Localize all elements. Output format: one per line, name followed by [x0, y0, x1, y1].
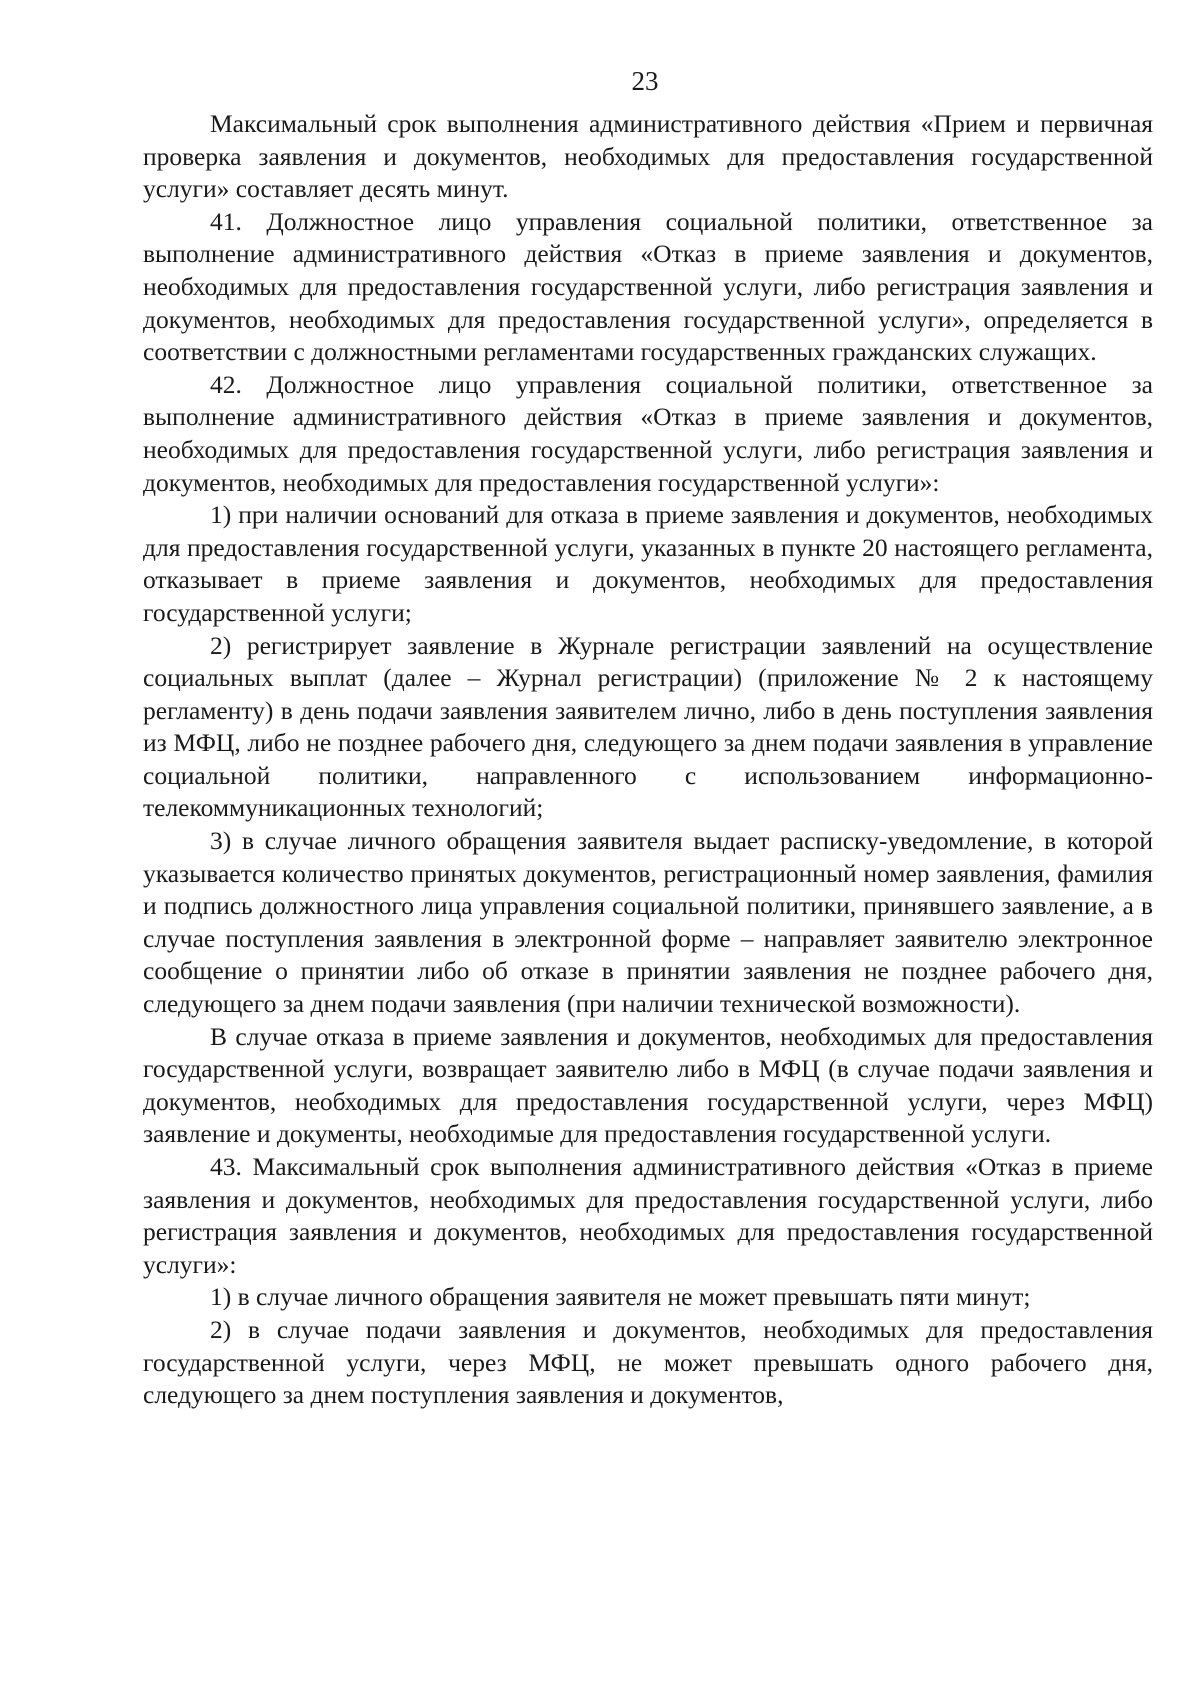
paragraph-42-item-2: 2) регистрирует заявление в Журнале регистрации заявлений на осуществление социальных выплат (далее – Журнал регистрации) (приложение № 2 к настоящему регламенту) в день подачи заявления заявителем лично, либо в день поступления заявления из МФЦ, либо не позднее рабочего дня, следующего за днем подачи заявления в управление социальной политики, направленного с использованием информационно-телекоммуникационных технологий; — [143, 630, 1153, 823]
paragraph-max-term-reception: Максимальный срок выполнения административного действия «Прием и первичная проверка заявления и документов, необходимых для предоставления государственной услуги» составляет десять минут. — [143, 109, 1153, 204]
paragraph-42-item-3: 3) в случае личного обращения заявителя выдает расписку-уведомление, в которой указывается количество принятых документов, регистрационный номер заявления, фамилия и подпись должностного лица управления социальной политики, принявшего заявление, а в случае поступления заявления в электронной форме – направляет заявителю электронное сообщение о принятии либо об отказе в принятии заявления не позднее рабочего дня, следующего за днем подачи заявления (при наличии технической возможности). — [143, 826, 1153, 1019]
paragraph-43-item-2: 2) в случае подачи заявления и документов, необходимых для предоставления государственной услуги, через МФЦ, не может превышать одного рабочего дня, следующего за днем поступления заявления и документов, — [143, 1314, 1153, 1410]
paragraph-41: 41. Должностное лицо управления социальной политики, ответственное за выполнение административного действия «Отказ в приеме заявления и документов, необходимых для предоставления государственной услуги, либо регистрация заявления и документов, необходимых для предоставления государственной услуги», определяется в соответствии с должностными регламентами государственных гражданских служащих. — [143, 206, 1153, 367]
paragraph-43-item-1: 1) в случае личного обращения заявителя не может превышать пяти минут; — [210, 1282, 1031, 1312]
paragraph-43: 43. Максимальный срок выполнения административного действия «Отказ в приеме заявления и документов, необходимых для предоставления государственной услуги, либо регистрация заявления и документов, необходимых для предоставления государственной услуги»: — [143, 1152, 1153, 1279]
document-body — [143, 108, 1153, 1412]
page-number: 23 — [631, 66, 659, 96]
paragraph-refusal-return: В случае отказа в приеме заявления и документов, необходимых для предоставления государственной услуги, возвращает заявителю либо в МФЦ (в случае подачи заявления и документов, необходимых для предоставления государственной услуги, через МФЦ) заявление и документы, необходимые для предоставления государственной услуги. — [143, 1021, 1153, 1149]
paragraph-42: 42. Должностное лицо управления социальной политики, ответственное за выполнение административного действия «Отказ в приеме заявления и документов, необходимых для предоставления государственной услуги, либо регистрация заявления и документов, необходимых для предоставления государственной услуги»: — [143, 369, 1153, 497]
paragraph-42-item-1: 1) при наличии оснований для отказа в приеме заявления и документов, необходимых для предоставления государственной услуги, указанных в пункте 20 настоящего регламента, отказывает в приеме заявления и документов, необходимых для предоставления государственной услуги; — [143, 500, 1153, 627]
